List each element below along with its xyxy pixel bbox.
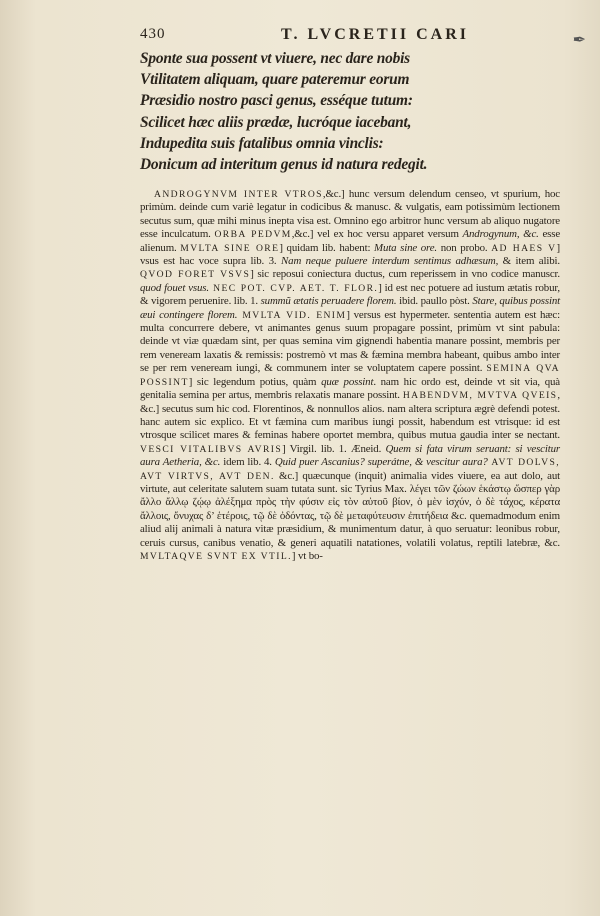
verse-block — [140, 48, 560, 175]
lemma-text: ANDROGYNVM INTER VTROS — [154, 189, 323, 200]
quotation-text: Quem si fata virum seruant: si vescitur aura Aetheria, &c. — [140, 442, 560, 469]
verse-line: Scilicet hæc aliis prædæ, lucróque iacebant, — [140, 113, 412, 131]
running-head: T. LVCRETII CARI — [280, 26, 470, 43]
lemma-text: ORBA PEDVM — [214, 229, 292, 241]
quotation-text: quod fouet vsus. — [140, 281, 209, 294]
commentary-text: &c.] quæcunque (inquit) animalia vides viuere, ea aut dolo, aut virtute, aut celeritate salutem suam tutata sunt. sic Tyrius Max. λέγει τῶν ζώων ἑκάστῳ ὥσπερ γὰρ ἄλλο ἄλλῳ ζῴῳ ἀλέξημα πρὸς τὴν φύσιν εἰς τὸν αὐτοῦ βίον, ὁ μὲν ἰσχύν, ὁ δὲ τάχος, κέρατα ἄλλοις, ὄνυχας δ’ ἑτέροις, τῷ δὲ ὀδόντας, τῷ δὲ μεταφύτευσιν ἐπιτήδεια &c. quemadmodum enim aliud alij animali à natura vitæ præsidium, & munimentum datur, à quo seruatur: leonibus robur, ceruis cursus, canibus venatio, & generi aquatili natationes, volatili volatus, reptili latebræ, &c. — [140, 469, 560, 549]
commentary-text: ] Virgil. lib. 1. Æneid. — [282, 442, 386, 455]
commentary-text: , &c.] secutus sum hic cod. Florentinos, & nonnullos alios. nam altera scriptura ægrè defendi potest. hanc autem sic explico. Et vt fæmina cum maribus iungi possit, habendum est vtrisque: id est vtrosque scilicet mares & feminas habere oportet membra, quibus mutua gaudia inter se nectant. — [140, 389, 560, 442]
verse-line: Sponte sua possent vt viuere, nec dare nobis — [140, 50, 410, 67]
commentary-text: esse alienum. — [140, 228, 560, 254]
quotation-text: Stare, quibus possint æui contingere florem. — [140, 295, 560, 321]
commentary-text: ] versus est hypermeter. sententia autem est hæc: multa concurrere debere, vt animantes genus suum propagare possint, primùm vt sint pabula: deinde vt viæ quædam sint, per quas semina vim gignendi habentia manare possint, membris per rem veneream laxatis & remissis: postremò vt mas & fæmina membra habeant, quibus ambo inter se per rem veneream iungi, & communem inter se voluptatem capere possint. — [140, 308, 560, 375]
commentary-text: ] vsus est hac voce supra lib. 3. — [140, 241, 560, 268]
verse-line: Præsidio nostro pasci genus, esséque tutum: — [140, 92, 413, 110]
commentary-paragraph — [140, 188, 560, 563]
pen-mark-icon: ✒ — [572, 32, 586, 49]
verse-line: Vtilitatem aliquam, quare pateremur eorum — [140, 71, 410, 89]
lemma-text: MVLTA VID. ENIM — [237, 309, 347, 321]
verse-line: Donicum ad interitum genus id natura redegit. — [140, 155, 428, 173]
lemma-text: AVT DOLVS, AVT VIRTVS, AVT DEN. — [140, 457, 560, 482]
lemma-text: MVLTA SINE ORE — [180, 242, 280, 254]
commentary-text: & item alibi. — [498, 255, 560, 268]
commentary-text: idem lib. 4. — [220, 456, 275, 469]
commentary-text: ,&c.] hunc versum delendum censeo, vt spurium, hoc primùm. deinde cum variè legatur in codicibus & manusc. & vulgatis, eam potissimùm lectionem secutus sum, quæ mihi minus inepta visa est. Omnino ego arbitror hunc versum ab aliquo nugatore esse inculcatum. — [140, 188, 560, 241]
lemma-text: SEMINA QVA POSSINT — [140, 363, 560, 388]
quotation-text: Quid puer Ascanius? superátne, & vescitur aura? — [274, 456, 488, 469]
commentary-block — [140, 188, 560, 563]
commentary-text: ] sic reposui coniectura ductus, cum reperissem in vno codice manuscr. — [250, 268, 560, 281]
commentary-text: ] vt bo- — [291, 549, 323, 562]
quotation-text: quæ possint — [321, 375, 374, 388]
lemma-text: HABENDVM, MVTVA QVEIS — [402, 390, 558, 402]
commentary-text: ,&c.] vel ex hoc versu apparet versum — [291, 228, 463, 241]
lemma-text: QVOD FORET VSVS — [140, 269, 251, 281]
commentary-text: ibid. paullo pòst. — [396, 295, 473, 308]
commentary-text: ] id est nec potuere ad iustum ætatis robur, & vigorem peruenire. lib. 1. — [140, 281, 560, 308]
page-number: 430 — [140, 26, 166, 42]
lemma-text: NEC POT. CVP. AET. T. FLOR. — [208, 282, 379, 294]
lemma-text: AD HAES V — [491, 242, 557, 254]
lemma-text: MVLTAQVE SVNT EX VTIL. — [140, 550, 292, 562]
quotation-text: summũ ætatis peruadere florem. — [260, 295, 397, 308]
commentary-text: non probo. — [437, 241, 492, 254]
quotation-text: Androgynum, &c. — [462, 228, 539, 241]
commentary-text: ] quidam lib. habent: — [279, 241, 375, 254]
quotation-text: Nam neque puluere interdum sentimus adhæsum, — [281, 255, 499, 268]
verse-line: Indupedita suis fatalibus omnia vinclis: — [140, 134, 384, 152]
lemma-text: VESCI VITALIBVS AVRIS — [140, 443, 283, 455]
quotation-text: Muta sine ore. — [374, 241, 437, 254]
commentary-text: ] sic legendum potius, quàm — [188, 375, 322, 388]
page-header — [140, 26, 560, 48]
commentary-text: . nam hic ordo est, deinde vt sit via, quà genitalia semina per artus, membris relaxatis manare possint. — [140, 375, 560, 402]
